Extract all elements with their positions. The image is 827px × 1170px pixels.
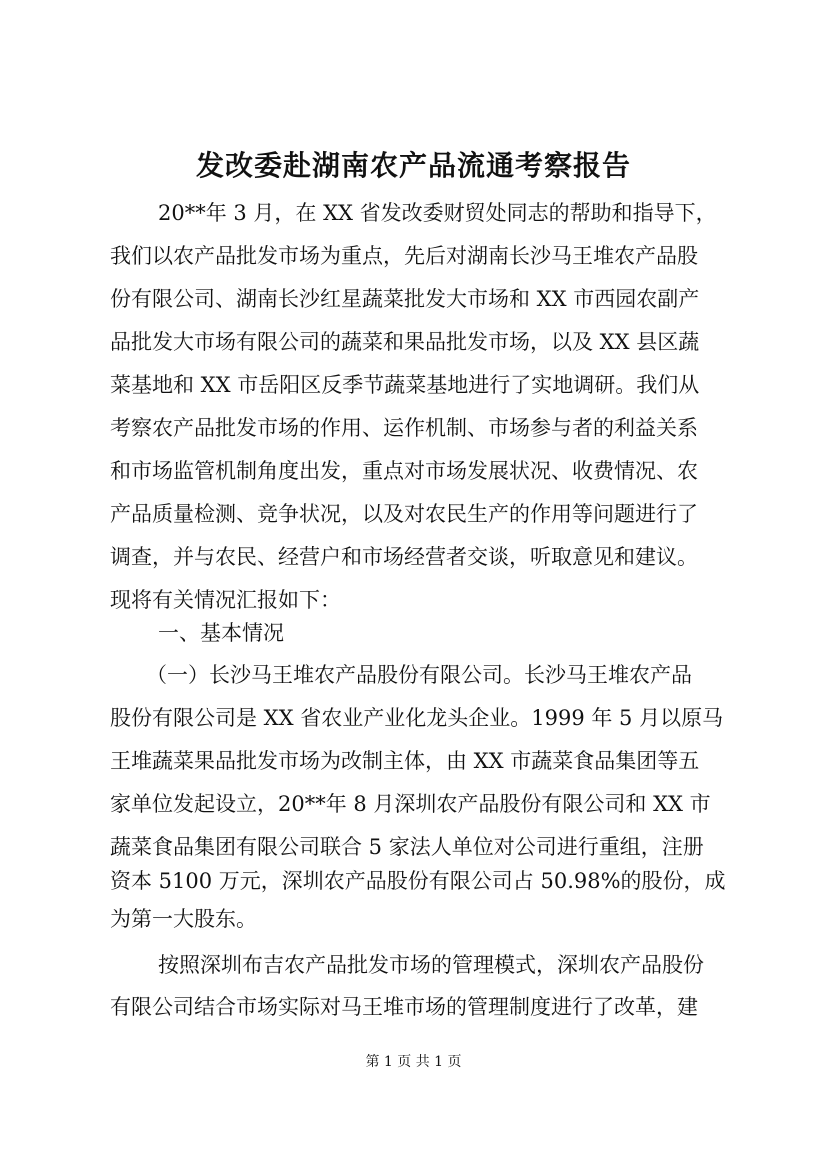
paragraph-1-line-6: 考察农产品批发市场的作用、运作机制、市场参与者的利益关系 (110, 416, 698, 440)
paragraph-1-line-1: 20**年 3 月，在 XX 省发改委财贸处同志的帮助和指导下， (158, 201, 717, 225)
paragraph-1-line-2: 我们以农产品批发市场为重点，先后对湖南长沙马王堆农产品股 (110, 244, 698, 268)
paragraph-1-line-10: 现将有关情况汇报如下： (110, 588, 341, 612)
page-footer: 第 1 页 共 1 页 (365, 1054, 462, 1070)
paragraph-2-line-3: 王堆蔬菜果品批发市场为改制主体，由 XX 市蔬菜食品集团等五 (110, 749, 700, 773)
paragraph-2-line-5: 蔬菜食品集团有限公司联合 5 家法人单位对公司进行重组，注册 (110, 835, 704, 859)
paragraph-1-line-8: 产品质量检测、竞争状况，以及对农民生产的作用等问题进行了 (110, 502, 698, 526)
paragraph-2-line-7: 为第一大股东。 (110, 907, 257, 931)
paragraph-2-line-2: 股份有限公司是 XX 省农业产业化龙头企业。1999 年 5 月以原马 (110, 706, 724, 730)
paragraph-3-line-2: 有限公司结合市场实际对马王堆市场的管理制度进行了改革，建 (110, 995, 698, 1019)
paragraph-2-line-4: 家单位发起设立，20**年 8 月深圳农产品股份有限公司和 XX 市 (110, 792, 711, 816)
paragraph-1-line-9: 调查，并与农民、经营户和市场经营者交谈，听取意见和建议。 (110, 545, 698, 569)
paragraph-2-line-6: 资本 5100 万元，深圳农产品股份有限公司占 50.98%的股份，成 (110, 869, 726, 893)
paragraph-1-line-7: 和市场监管机制角度出发，重点对市场发展状况、收费情况、农 (110, 459, 698, 483)
document-title: 发改委赴湖南农产品流通考察报告 (195, 149, 631, 182)
paragraph-1-line-4: 品批发大市场有限公司的蔬菜和果品批发市场，以及 XX 县区蔬 (110, 330, 700, 354)
paragraph-1-line-3: 份有限公司、湖南长沙红星蔬菜批发大市场和 XX 市西园农副产 (110, 287, 700, 311)
paragraph-2-line-1: （一）长沙马王堆农产品股份有限公司。长沙马王堆农产品 (146, 663, 692, 687)
section-heading-basic-info: 一、基本情况 (158, 621, 284, 645)
paragraph-3-line-1: 按照深圳布吉农产品批发市场的管理模式，深圳农产品股份 (158, 953, 704, 977)
paragraph-1-line-5: 菜基地和 XX 市岳阳区反季节蔬菜基地进行了实地调研。我们从 (110, 373, 700, 397)
